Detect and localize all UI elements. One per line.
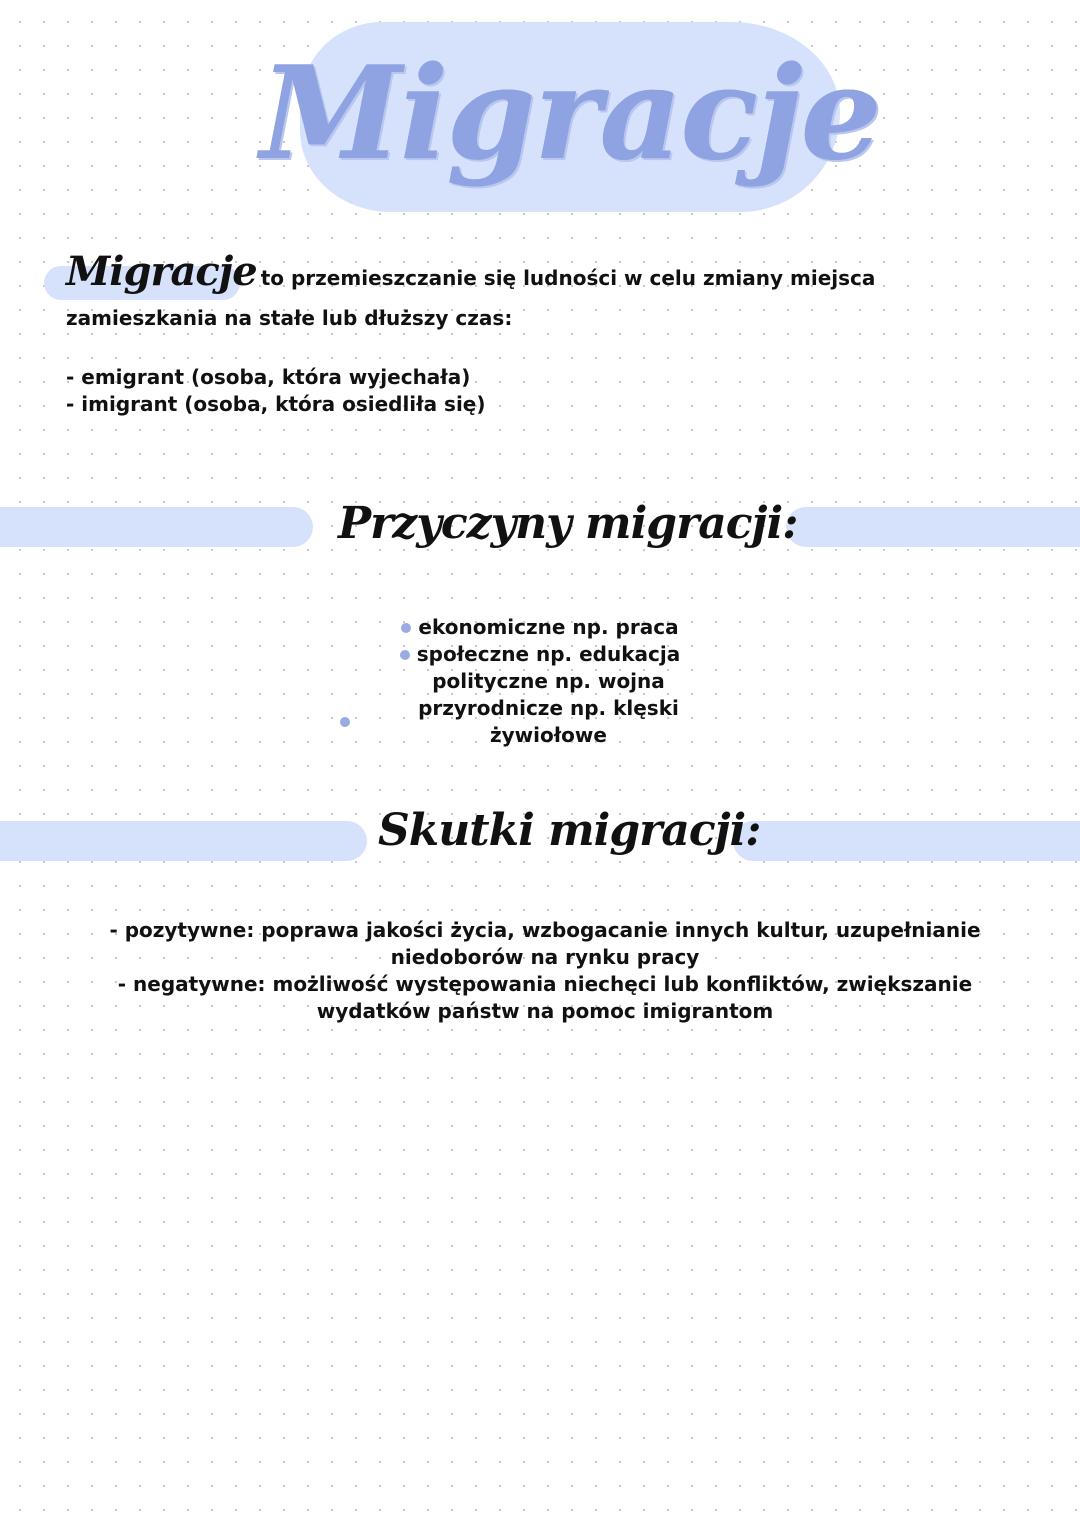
section-bar-right xyxy=(733,821,1080,861)
section-bar-left xyxy=(0,821,367,861)
list-item xyxy=(340,641,740,668)
causes-heading: Przyczyny migracji: xyxy=(338,498,798,549)
definition-term-wrap xyxy=(66,248,257,295)
effects-list xyxy=(60,917,1030,1025)
cause-label: społeczne np. edukacja xyxy=(416,642,681,666)
bullet-dot-icon xyxy=(400,650,410,660)
definition-text: to przemieszczanie się ludności w celu zmiany miejsca zamieszkania na stałe lub dłuższy czas: xyxy=(66,266,876,330)
causes-list xyxy=(340,614,740,749)
migrant-types-list xyxy=(66,364,486,418)
definition-paragraph xyxy=(66,248,1026,338)
section-bar-left xyxy=(0,507,313,547)
cause-label: przyrodnicze np. klęski żywiołowe xyxy=(418,696,679,747)
list-item xyxy=(340,695,740,749)
list-item xyxy=(340,614,740,641)
list-item: - imigrant (osoba, która osiedliła się) xyxy=(66,392,486,416)
list-item: - emigrant (osoba, która wyjechała) xyxy=(66,365,471,389)
list-item: - negatywne: możliwość występowania niechęci lub konfliktów, zwiększanie wydatków państw na pomoc imigrantom xyxy=(117,972,973,1023)
bullet-dot-icon xyxy=(340,717,350,727)
list-item: - pozytywne: poprawa jakości życia, wzbogacanie innych kultur, uzupełnianie niedoborów na rynku pracy xyxy=(109,918,981,969)
effects-heading: Skutki migracji: xyxy=(378,805,761,856)
page-title-block xyxy=(260,22,880,212)
list-item xyxy=(340,668,740,695)
bullet-dot-icon xyxy=(401,623,411,633)
page-title: Migracje xyxy=(260,39,880,189)
cause-label: polityczne np. wojna xyxy=(432,669,665,693)
cause-label: ekonomiczne np. praca xyxy=(418,615,679,639)
section-bar-right xyxy=(786,507,1080,547)
definition-term: Migracje xyxy=(66,248,257,295)
